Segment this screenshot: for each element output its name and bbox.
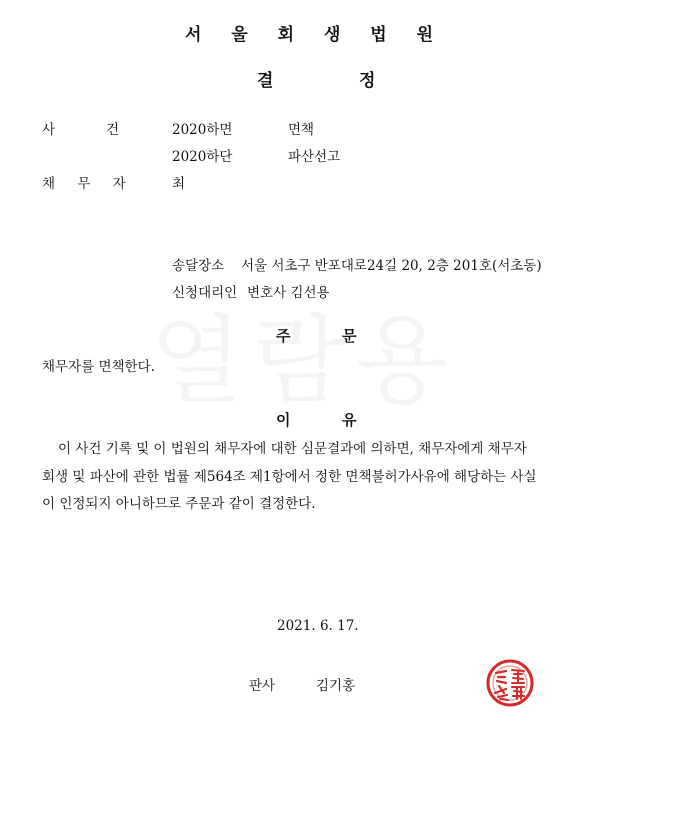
seal-graphic [486,659,534,707]
judge-seal-stamp [486,659,534,707]
judge-title: 판사 [249,678,276,694]
watermark [150,285,458,422]
case-label-char-2: 건 [106,122,120,138]
case-number-2: 2020하단 [172,149,233,165]
judge-name: 김기홍 [316,678,356,694]
case-label-char-1: 사 [42,122,56,138]
reason-heading-char-1: 이 [276,411,291,429]
doc-type-char-2: 정 [359,71,376,91]
reason-line-3: 이 인정되지 아니하므로 주문과 같이 결정한다. [42,496,316,512]
delivery-label: 송달장소 [172,258,225,274]
order-heading-char-2: 문 [342,327,357,345]
case-name-2: 파산선고 [288,149,341,165]
reason-paragraph [42,436,602,519]
debtor-label: 채 무 자 [42,176,135,192]
doc-type-char-1: 결 [257,71,274,91]
order-heading-char-1: 주 [276,327,291,345]
agent-value: 변호사 김선용 [247,285,330,301]
debtor-name: 최 [172,176,186,192]
reason-line-1: 이 사건 기록 및 이 법원의 채무자에 대한 심문결과에 의하면, 채무자에게 채무자 [58,441,527,457]
reason-line-2: 회생 및 파산에 관한 법률 제564조 제1항에서 정한 면책불허가사유에 해당하는 사실 [42,468,537,485]
delivery-address: 서울 서초구 반포대로24길 20, 2층 201호(서초동) [241,258,542,274]
reason-heading-char-2: 유 [342,411,357,429]
case-number-1: 2020하면 [172,122,233,138]
order-text: 채무자를 면책한다. [42,359,155,375]
case-name-1: 면책 [288,122,315,138]
decision-date: 2021. 6. 17. [277,618,359,634]
court-name: 서 울 회 생 법 원 [184,25,446,45]
agent-label: 신청대리인 [172,285,238,301]
